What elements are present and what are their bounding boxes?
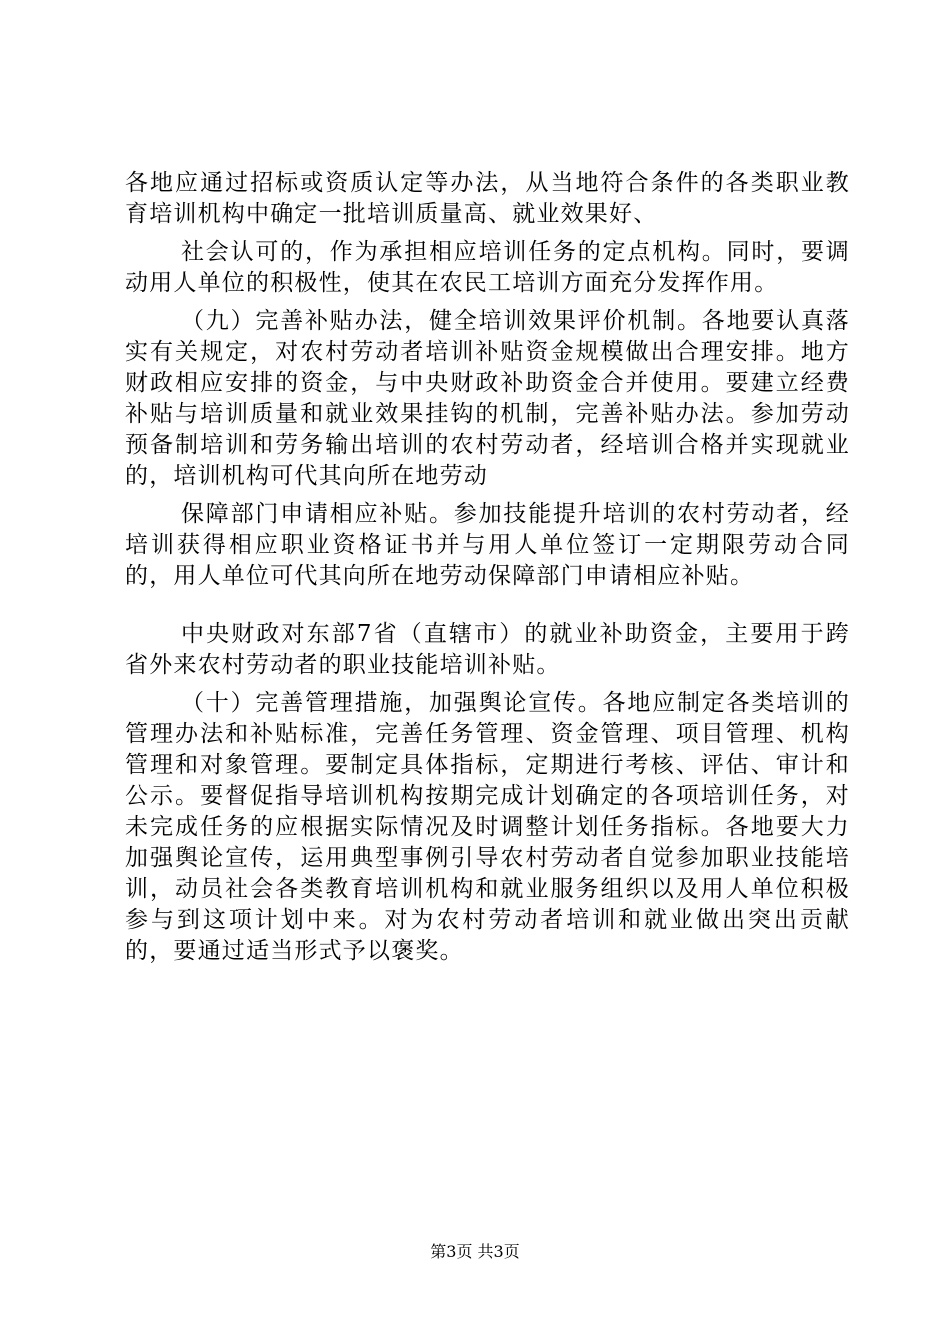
- paragraph-5: 中央财政对东部7省（直辖市）的就业补助资金，主要用于跨省外来农村劳动者的职业技能培训补贴。: [125, 621, 850, 678]
- page-number-footer: 第3页 共3页: [430, 1242, 520, 1261]
- paragraph-4: 保障部门申请相应补贴。参加技能提升培训的农村劳动者，经培训获得相应职业资格证书并与用人单位签订一定期限劳动合同的，用人单位可代其向所在地劳动保障部门申请相应补贴。: [125, 501, 850, 589]
- paragraph-1: 各地应通过招标或资质认定等办法，从当地符合条件的各类职业教育培训机构中确定一批培训质量高、就业效果好、: [125, 170, 850, 227]
- paragraph-2: 社会认可的，作为承担相应培训任务的定点机构。同时，要调动用人单位的积极性，使其在农民工培训方面充分发挥作用。: [125, 239, 850, 296]
- document-body: [125, 168, 850, 967]
- paragraph-6: （十）完善管理措施，加强舆论宣传。各地应制定各类培训的管理办法和补贴标准，完善任务管理、资金管理、项目管理、机构管理和对象管理。要制定具体指标，定期进行考核、评估、审计和公示。要督促指导培训机构按期完成计划确定的各项培训任务，对未完成任务的应根据实际情况及时调整计划任务指标。各地要大力加强舆论宣传，运用典型事例引导农村劳动者自觉参加职业技能培训，动员社会各类教育培训机构和就业服务组织以及用人单位积极参与到这项计划中来。对为农村劳动者培训和就业做出突出贡献的，要通过适当形式予以褒奖。: [125, 690, 850, 964]
- paragraph-3: （九）完善补贴办法，健全培训效果评价机制。各地要认真落实有关规定，对农村劳动者培训补贴资金规模做出合理安排。地方财政相应安排的资金，与中央财政补助资金合并使用。要建立经费补贴与培训质量和就业效果挂钩的机制，完善补贴办法。参加劳动预备制培训和劳务输出培训的农村劳动者，经培训合格并实现就业的，培训机构可代其向所在地劳动: [125, 308, 850, 489]
